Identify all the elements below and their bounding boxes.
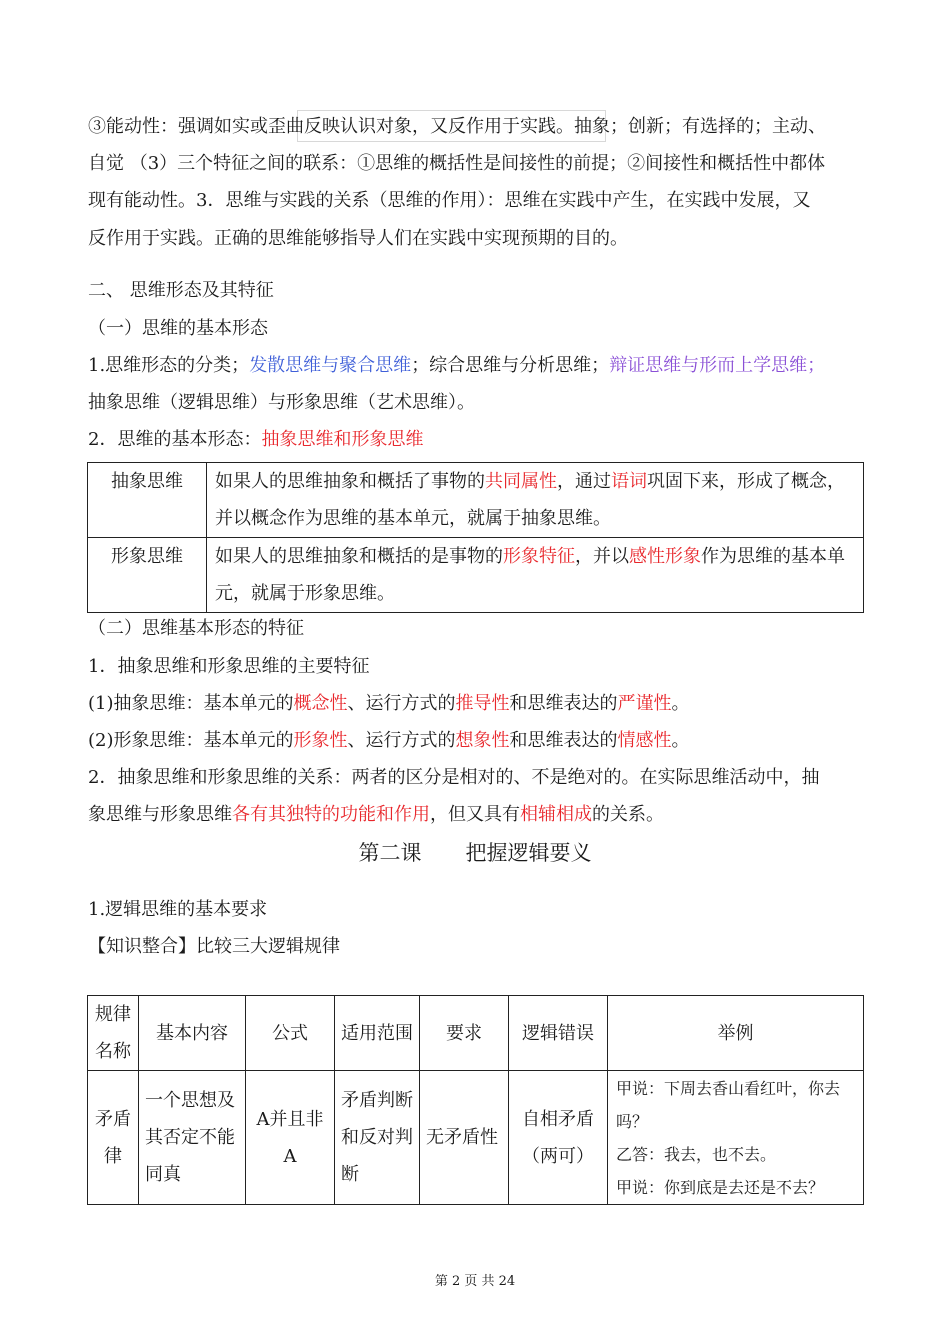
example-line: 甲说：你到底是去还是不去？ <box>616 1177 825 1197</box>
column-header: 规律名称 <box>88 996 139 1071</box>
row-description: 如果人的思维抽象和概括了事物的共同属性，通过语词巩固下来，形成了概念，并以概念作为思维的基本单元，就属于抽象思维。 <box>207 463 864 538</box>
features-heading: 1．抽象思维和形象思维的主要特征 <box>88 656 370 677</box>
logic-laws-table <box>87 995 864 1205</box>
table-row <box>88 1071 864 1205</box>
law-requirement: 无矛盾性 <box>420 1071 509 1205</box>
row-key: 抽象思维 <box>88 463 207 538</box>
column-header: 基本内容 <box>139 996 246 1071</box>
lesson-title: 第二课 把握逻辑要义 <box>358 841 592 865</box>
row-description: 如果人的思维抽象和概括的是事物的形象特征，并以感性形象作为思维的基本单元，就属于形象思维。 <box>207 538 864 613</box>
law-name: 矛盾律 <box>88 1071 139 1205</box>
example-line: 甲说：下周去香山看红叶，你去吗？ <box>616 1078 841 1131</box>
subsection-title: （一）思维的基本形态 <box>88 318 268 339</box>
table-row <box>88 463 864 538</box>
intro-line-2: 自觉 （3）三个特征之间的联系：①思维的概括性是间接性的前提；②间接性和概括性中都体 <box>88 153 826 174</box>
law-example <box>608 1071 864 1205</box>
column-header: 逻辑错误 <box>509 996 608 1071</box>
classification-line-1: 1.思维形态的分类；发散思维与聚合思维；综合思维与分析思维；辩证思维与形而上学思维； <box>88 355 826 376</box>
abstract-features: (1)抽象思维：基本单元的概念性、运行方式的推导性和思维表达的严谨性。 <box>88 693 690 714</box>
column-header: 举例 <box>608 996 864 1071</box>
basic-forms-line: 2．思维的基本形态：抽象思维和形象思维 <box>88 429 424 450</box>
thinking-forms-table <box>87 462 864 613</box>
column-header: 要求 <box>420 996 509 1071</box>
law-content: 一个思想及其否定不能同真 <box>139 1071 246 1205</box>
section-title: 二、 思维形态及其特征 <box>88 280 274 301</box>
classification-line-2: 抽象思维（逻辑思维）与形象思维（艺术思维）。 <box>88 392 475 413</box>
example-line: 乙答：我去，也不去。 <box>616 1144 777 1164</box>
subsection-title: （二）思维基本形态的特征 <box>88 618 304 639</box>
law-error: 自相矛盾（两可） <box>509 1071 608 1205</box>
intro-line-4: 反作用于实践。正确的思维能够指导人们在实践中实现预期的目的。 <box>88 228 628 249</box>
relation-line-2: 象思维与形象思维各有其独特的功能和作用，但又具有相辅相成的关系。 <box>88 804 664 825</box>
law-formula: A并且非A <box>246 1071 335 1205</box>
intro-line-1: ③能动性：强调如实或歪曲反映认识对象，又反作用于实践。抽象；创新；有选择的；主动、 <box>88 116 826 137</box>
image-features: (2)形象思维：基本单元的形象性、运行方式的想象性和思维表达的情感性。 <box>88 730 690 751</box>
knowledge-integration: 【知识整合】比较三大逻辑规律 <box>88 936 340 957</box>
column-header: 适用范围 <box>335 996 420 1071</box>
logic-requirements: 1.逻辑思维的基本要求 <box>88 899 268 920</box>
column-header: 公式 <box>246 996 335 1071</box>
row-key: 形象思维 <box>88 538 207 613</box>
relation-line-1: 2．抽象思维和形象思维的关系：两者的区分是相对的、不是绝对的。在实际思维活动中，抽 <box>88 767 820 788</box>
table-row <box>88 538 864 613</box>
table-header-row <box>88 996 864 1071</box>
intro-line-3: 现有能动性。3．思维与实践的关系（思维的作用）：思维在实践中产生，在实践中发展，又 <box>88 190 811 211</box>
law-scope: 矛盾判断和反对判断 <box>335 1071 420 1205</box>
page-footer: 第 2 页 共 24 <box>434 1274 516 1289</box>
